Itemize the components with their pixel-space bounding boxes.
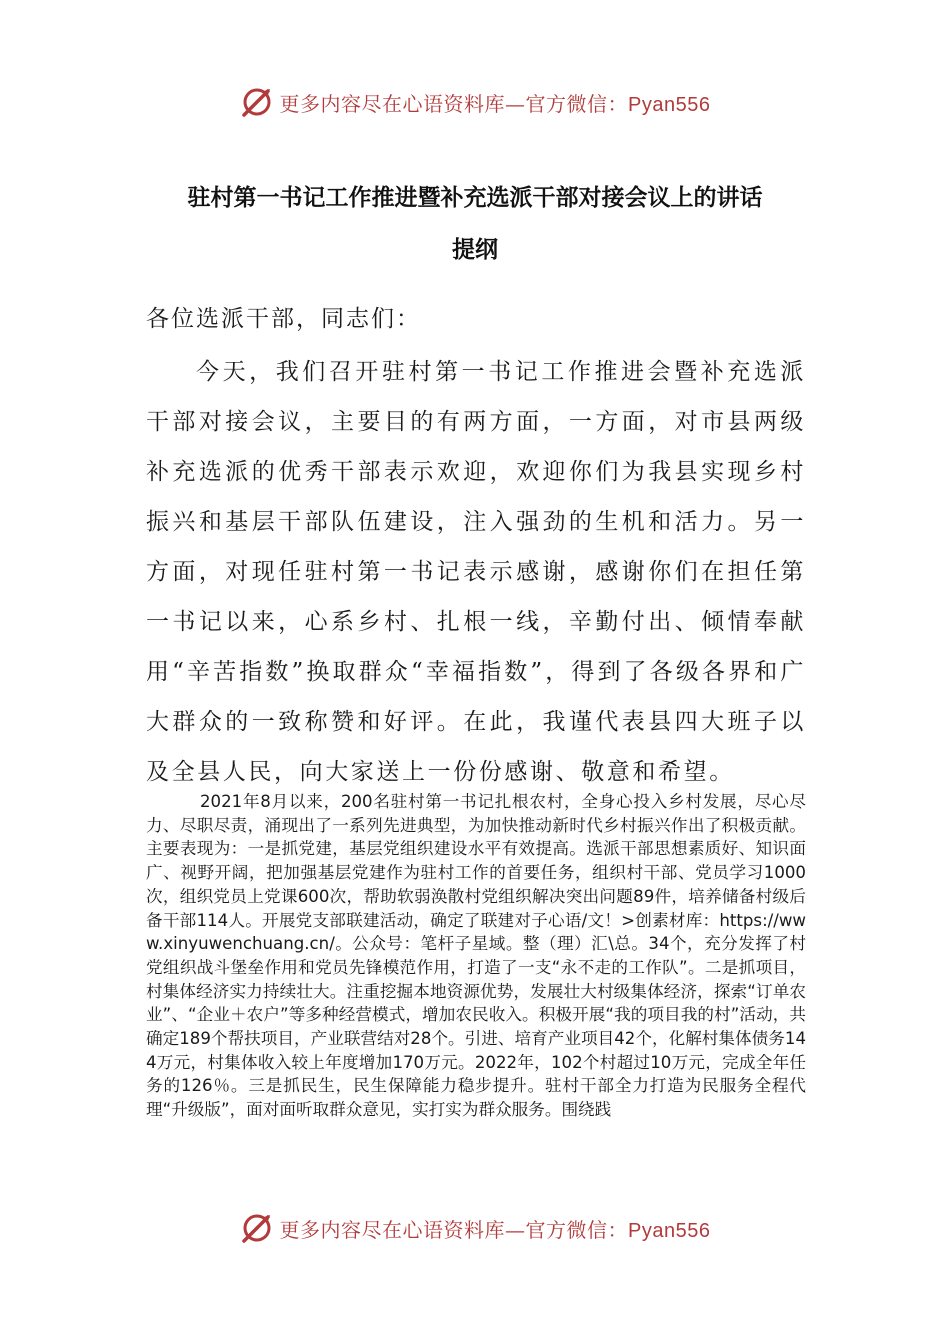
document-title <box>120 172 830 276</box>
banner-text: 更多内容尽在心语资料库—官方微信： <box>279 91 629 116</box>
paragraph-intro: 今天，我们召开驻村第一书记工作推进会暨补充选派干部对接会议，主要目的有两方面，一方面，对市县两级补充选派的优秀干部表示欢迎，欢迎你们为我县实现乡村振兴和基层干部队伍建设，注入强劲的生机和活力。另一方面，对现任驻村第一书记表示感谢，感谢你们在担任第一书记以来，心系乡村、扎根一线，辛勤付出、倾情奉献用“辛苦指数”换取群众“幸福指数”，得到了各级各界和广大群众的一致称赞和好评。在此，我谨代表县四大班子以及全县人民，向大家送上一份份感谢、敬意和希望。 <box>146 359 806 785</box>
header-watermark-banner <box>0 82 950 122</box>
title-line-2: 提纲 <box>452 237 498 263</box>
paragraph-achievements: 2021年8月以来，200名驻村第一书记扎根农村，全身心投入乡村发展，尽心尽力、尽职尽责，涌现出了一系列先进典型，为加快推动新时代乡村振兴作出了积极贡献。主要表现为：一是抓党建，基层党组织建设水平有效提高。选派干部思想素质好、知识面广、视野开阔，把加强基层党建作为驻村工作的首要任务，组织村干部、党员学习1000次，组织党员上党课600次，帮助软弱涣散村党组织解决突出问题89件，培养储备村级后备干部114人。开展党支部联建活动，确定了联建对子心语/文！>创素材库：https://www.xinyuwenchuang.cn/。公众号：笔杆子星域。整（理）汇\总。34个，充分发挥了村党组织战斗堡垒作用和党员先锋模范作用，打造了一支“永不走的工作队”。二是抓项目，村集体经济实力持续壮大。注重挖掘本地资源优势，发展壮大村级集体经济，探索“订单农业”、“企业＋农户”等多种经营模式，增加农民收入。积极开展“我的项目我的村”活动，共确定189个帮扶项目，产业联营结对28个。引进、培育产业项目42个，化解村集体债务144万元，村集体收入较上年度增加170万元。2022年，102个村超过10万元，完成全年任务的126％。三是抓民生，民生保障能力稳步提升。驻村干部全力打造为民服务全程代理“升级版”，面对面听取群众意见，实打实为群众服务。围绕践 <box>146 792 806 1120</box>
pen-logo-icon <box>240 85 274 119</box>
wechat-id: Pyan556 <box>628 93 711 116</box>
banner-text: 更多内容尽在心语资料库—官方微信： <box>279 1217 629 1242</box>
greeting: 各位选派干部，同志们： <box>146 306 421 332</box>
pen-logo-icon <box>240 1211 274 1245</box>
wechat-id: Pyan556 <box>628 1219 711 1242</box>
title-line-1: 驻村第一书记工作推进暨补充选派干部对接会议上的讲话 <box>187 185 763 211</box>
footer-watermark-banner <box>0 1208 950 1248</box>
